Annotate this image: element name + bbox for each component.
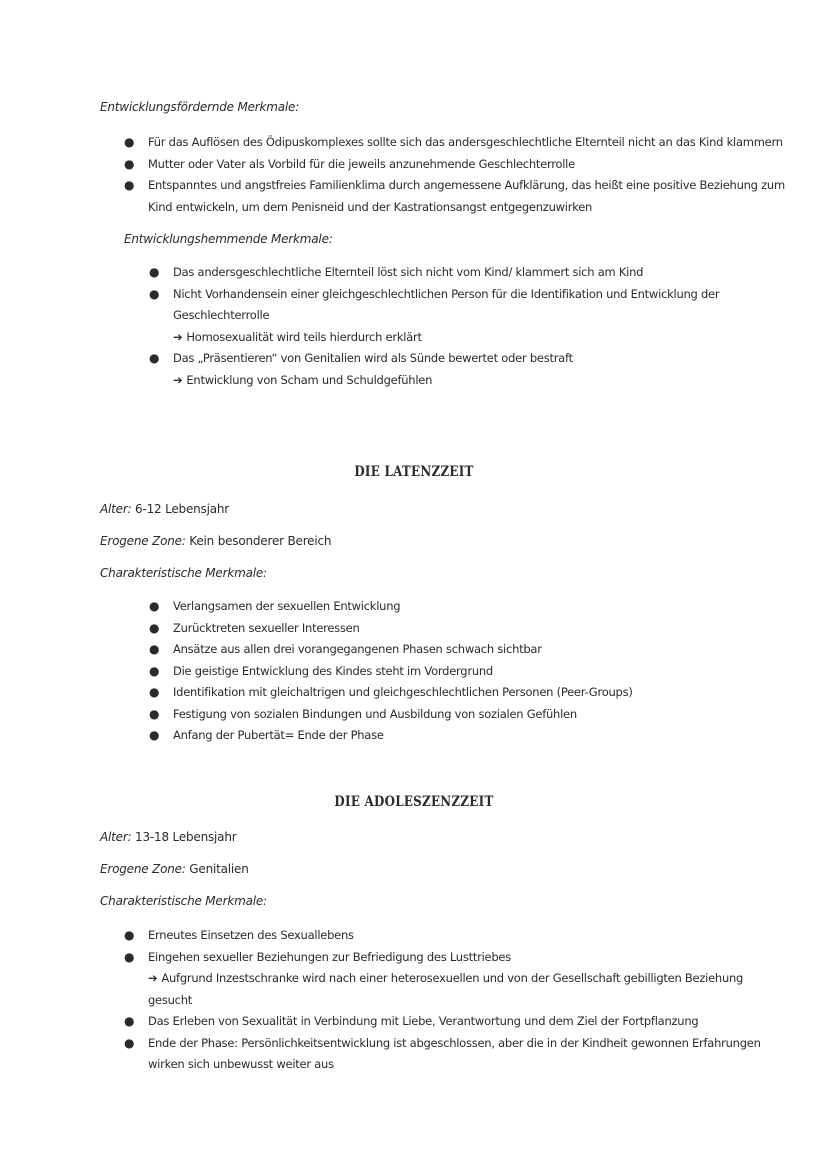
bullet-icon: ● [149,599,160,613]
list-item: ● Eingehen sexueller Beziehungen zur Befriedigung des Lusttriebes ➔ Aufgrund Inzestschranke wird nach einer heterosexuellen und von der Gesellschaft gebilligten Beziehung gesucht [148,947,761,1012]
adoleszenz-features-label: Charakteristische Merkmale: [100,894,267,908]
list-item: ● Ansätze aus allen drei vorangegangenen Phasen schwach sichtbar [173,639,633,661]
bullet-icon: ● [149,286,160,301]
arrow-right-icon: ➔ [173,372,183,387]
arrow-note: ➔ Entwicklung von Scham und Schuldgefühlen [173,372,433,387]
list-item: ● Das „Präsentieren“ von Genitalien wird als Sünde bewertet oder bestraft ➔ Entwicklung von Scham und Schuldgefühlen [173,348,719,391]
adoleszenz-erogenous-zone: Erogene Zone: Genitalien [100,862,249,876]
list-item: ● Nicht Vorhandensein einer gleichgeschlechtlichen Person für die Identifikation und Entwicklung der Geschlechterrolle ➔ Homosexualität wird teils hierdurch erklärt [173,284,719,349]
promoting-features-label-text: Entwicklungsfördernde Merkmale: [100,100,300,114]
arrow-note: ➔ Aufgrund Inzestschranke wird nach einer heterosexuellen und von der Gesellschaft gebilligten Beziehung [148,971,744,985]
bullet-icon: ● [149,265,160,279]
adoleszenz-age: Alter: 13-18 Lebensjahr [100,830,237,844]
bullet-icon: ● [124,928,135,942]
list-item: ● Mutter oder Vater als Vorbild für die jeweils anzunehmende Geschlechterrolle [148,154,785,176]
inhibiting-features-list [149,262,720,391]
list-item: ● Festigung von sozialen Bindungen und Ausbildung von sozialen Gefühlen [173,704,633,726]
bullet-icon: ● [149,642,160,656]
list-item-continuation: Kind entwickeln, um dem Penisneid und der Kastrationsangst entgegenzuwirken [148,199,593,214]
list-item: ● Die geistige Entwicklung des Kindes steht im Vordergrund [173,661,633,683]
inhibiting-features-label-text: Entwicklungshemmende Merkmale: [124,232,333,246]
list-item: ● Das andersgeschlechtliche Elternteil löst sich nicht vom Kind/ klammert sich am Kind [173,262,719,284]
list-item: ● Zurücktreten sexueller Interessen [173,618,633,640]
arrow-right-icon: ➔ [173,329,183,344]
adoleszenz-features-list [124,925,761,1076]
list-item: ● Identifikation mit gleichaltrigen und gleichgeschlechtlichen Personen (Peer-Groups) [173,682,633,704]
latenzzeit-heading: DIE LATENZZEIT [354,464,474,480]
bullet-icon: ● [124,178,135,192]
list-item: ● Für das Auflösen des Ödipuskomplexes sollte sich das andersgeschlechtliche Elternteil nicht an das Kind klammern [148,132,785,154]
arrow-right-icon: ➔ [148,971,158,985]
arrow-note-continuation: gesucht [148,992,193,1007]
promoting-features-label [100,100,299,114]
list-item: ● Verlangsamen der sexuellen Entwicklung [173,596,633,618]
latenz-age: Alter: 6-12 Lebensjahr [100,502,230,516]
bullet-icon: ● [149,351,160,365]
bullet-icon: ● [124,135,135,149]
inhibiting-features-label [124,232,333,246]
bullet-icon: ● [149,663,160,678]
bullet-icon: ● [124,156,135,171]
bullet-icon: ● [149,620,160,635]
bullet-icon: ● [149,685,160,699]
bullet-icon: ● [149,728,160,742]
adoleszenzzeit-heading: DIE ADOLESZENZZEIT [334,794,494,810]
list-item: ● Anfang der Pubertät= Ende der Phase [173,725,633,747]
list-item-continuation: Geschlechterrolle [173,308,270,322]
latenz-features-label: Charakteristische Merkmale: [100,566,267,580]
bullet-icon: ● [149,706,160,721]
promoting-features-list [124,132,785,218]
latenz-erogenous-zone: Erogene Zone: Kein besonderer Bereich [100,534,332,548]
bullet-icon: ● [124,1014,135,1028]
list-item: ● Ende der Phase: Persönlichkeitsentwicklung ist abgeschlossen, aber die in der Kindheit gewonnen Erfahrungen wirken sich unbewusst weiter aus [148,1033,761,1076]
bullet-icon: ● [124,1035,135,1050]
latenz-features-list [149,596,633,747]
list-item: ● Entspanntes und angstfreies Familienklima durch angemessene Aufklärung, das heißt eine positive Beziehung zum Kind entwickeln, um dem Penisneid und der Kastrationsangst entgegenzuwirken [148,175,785,218]
list-item: ● Das Erleben von Sexualität in Verbindung mit Liebe, Verantwortung und dem Ziel der Fortpflanzung [148,1011,761,1033]
bullet-icon: ● [124,949,135,964]
list-item: ● Erneutes Einsetzen des Sexuallebens [148,925,761,947]
arrow-note: ➔ Homosexualität wird teils hierdurch erklärt [173,329,422,344]
list-item-continuation: wirken sich unbewusst weiter aus [148,1057,334,1071]
